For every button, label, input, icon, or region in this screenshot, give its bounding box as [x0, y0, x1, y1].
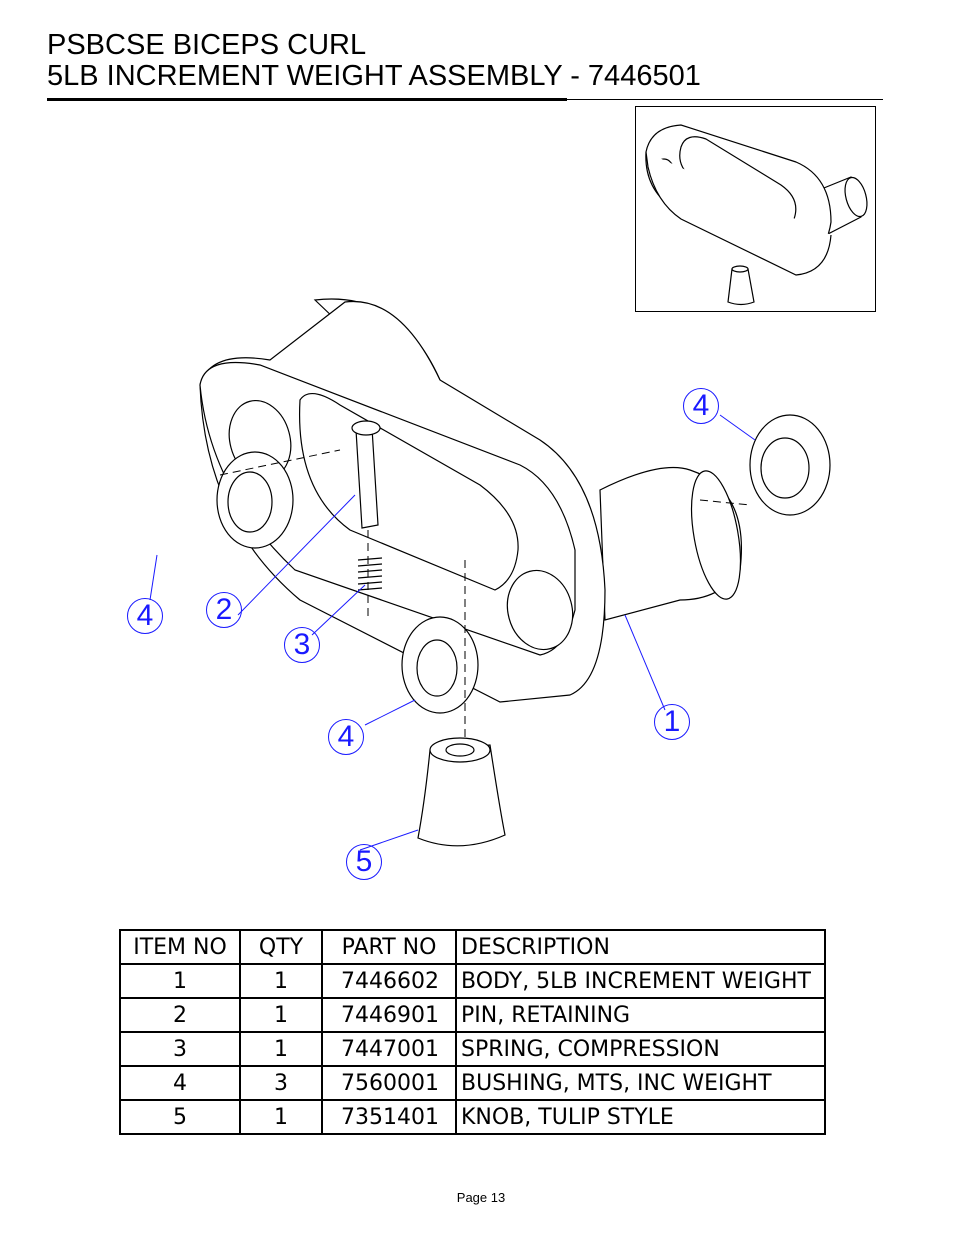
qty-cell: 1 — [240, 998, 322, 1032]
qty-cell: 1 — [240, 1032, 322, 1066]
page-title — [47, 30, 701, 92]
table-row — [120, 1066, 825, 1100]
part-no-cell: 7447001 — [322, 1032, 456, 1066]
description-cell: BODY, 5LB INCREMENT WEIGHT — [456, 964, 825, 998]
qty-cell: 3 — [240, 1066, 322, 1100]
callout-item-3: 3 — [284, 627, 320, 663]
callout-item-1: 1 — [654, 704, 690, 740]
callout-item-2: 2 — [206, 592, 242, 628]
header-description: DESCRIPTION — [456, 930, 825, 964]
callout-item-4-right: 4 — [683, 388, 719, 424]
table-row — [120, 1032, 825, 1066]
callout-item-4-left: 4 — [127, 598, 163, 634]
header-item-no: ITEM NO — [120, 930, 240, 964]
item-no-cell: 5 — [120, 1100, 240, 1134]
table-header-row — [120, 930, 825, 964]
header-qty: QTY — [240, 930, 322, 964]
parts-table — [119, 929, 826, 1135]
callout-item-5: 5 — [346, 844, 382, 880]
description-cell: PIN, RETAINING — [456, 998, 825, 1032]
title-line-2: 5LB INCREMENT WEIGHT ASSEMBLY - 7446501 — [47, 60, 701, 92]
exploded-view-drawing — [100, 290, 860, 900]
part-no-cell: 7560001 — [322, 1066, 456, 1100]
description-cell: BUSHING, MTS, INC WEIGHT — [456, 1066, 825, 1100]
part-no-cell: 7446901 — [322, 998, 456, 1032]
item-no-cell: 1 — [120, 964, 240, 998]
table-row — [120, 1100, 825, 1134]
part-no-cell: 7351401 — [322, 1100, 456, 1134]
description-cell: SPRING, COMPRESSION — [456, 1032, 825, 1066]
table-row — [120, 998, 825, 1032]
callout-item-4-bottom: 4 — [328, 719, 364, 755]
assembled-view-inset — [635, 106, 876, 312]
item-no-cell: 2 — [120, 998, 240, 1032]
title-underline — [47, 98, 567, 101]
description-cell: KNOB, TULIP STYLE — [456, 1100, 825, 1134]
title-line-1: PSBCSE BICEPS CURL — [47, 29, 367, 61]
assembled-weight-drawing — [636, 107, 875, 311]
part-no-cell: 7446602 — [322, 964, 456, 998]
header-part-no: PART NO — [322, 930, 456, 964]
page-number: Page 13 — [456, 1190, 506, 1205]
qty-cell: 1 — [240, 1100, 322, 1134]
item-no-cell: 3 — [120, 1032, 240, 1066]
qty-cell: 1 — [240, 964, 322, 998]
item-no-cell: 4 — [120, 1066, 240, 1100]
table-row — [120, 964, 825, 998]
